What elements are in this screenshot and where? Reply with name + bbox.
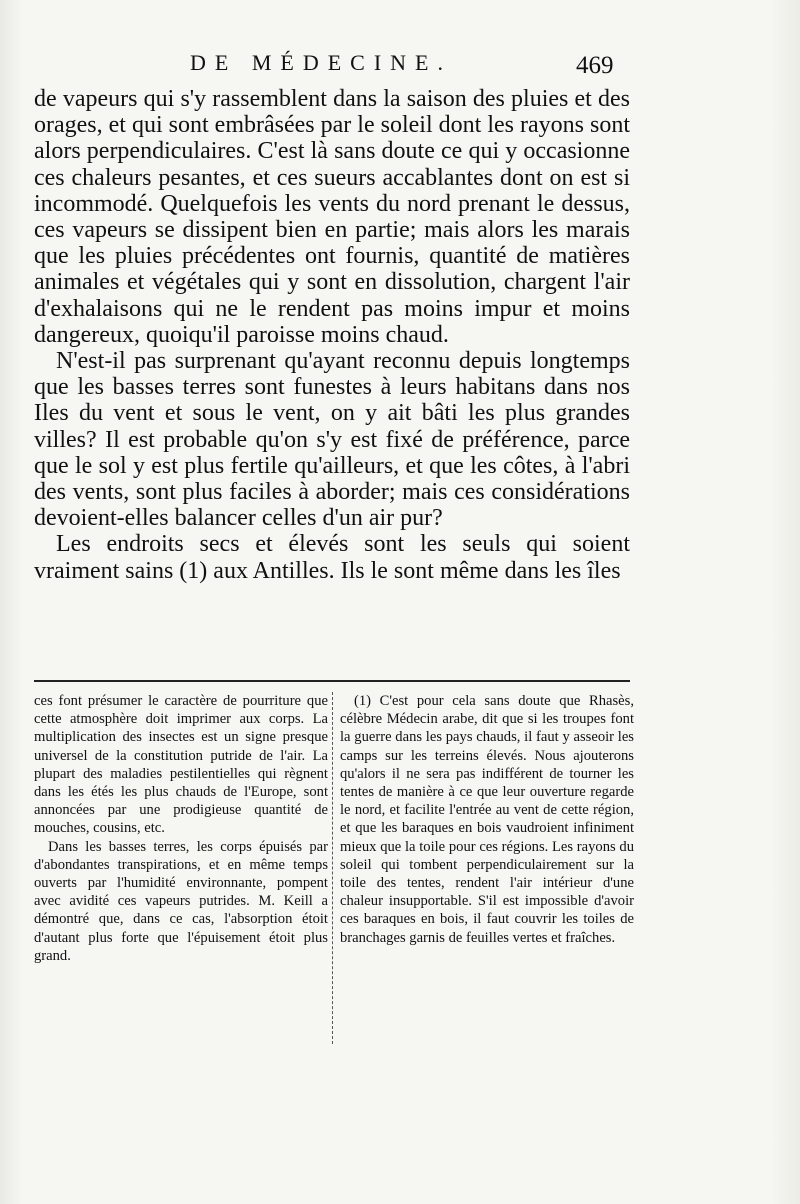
running-head: DE MÉDECINE.	[190, 50, 452, 75]
main-text	[34, 86, 630, 584]
footnote-separator-rule	[34, 680, 630, 682]
main-paragraph-2: N'est-il pas surprenant qu'ayant reconnu depuis longtemps que les basses terres sont funestes à leurs habitans dans nos Iles du vent et sous le vent, on y ait bâti les plus grandes villes? Il est probable qu'on s'y est fixé de préférence, parce que le sol y est plus fertile qu'ailleurs, et que les côtes, à l'abri des vents, sont plus faciles à aborder; mais ces considérations devoient-elles balancer celles d'un air pur?	[34, 348, 630, 532]
footnote-right-column	[340, 692, 634, 947]
main-paragraph-1: de vapeurs qui s'y rassemblent dans la saison des pluies et des orages, et qui sont embrâsées par le soleil dont les rayons sont alors perpendiculaires. C'est là sans doute ce qui y occasionne ces chaleurs pesantes, et ces sueurs accablantes dont on est si incommodé. Quelquefois les vents du nord prenant le dessus, ces vapeurs se dissipent bien en partie; mais alors les marais que les pluies précédentes ont fournis, quantité de matières animales et végétales qui y sont en dissolution, chargent l'air d'exhalaisons qui ne le rendent pas moins impur et moins dangereux, quoiqu'il paroisse moins chaud.	[34, 86, 630, 348]
footnote-left-paragraph-2: Dans les basses terres, les corps épuisés par d'abondantes transpirations, et en même temps ouverts par l'humidité environnante, pompent avec avidité ces vapeurs putrides. M. Keill a démontré que, dans ce cas, l'absorption étoit d'autant plus forte que l'épuisement étoit plus grand.	[34, 838, 328, 964]
page-number: 469	[576, 52, 614, 79]
footnote-left-paragraph-1: ces font présumer le caractère de pourriture que cette atmosphère doit imprimer aux corps. La multiplication des insectes est un signe presque universel de la constitution putride de l'air. La plupart des maladies pestilentielles qui règnent dans les étés les plus chauds de l'Europe, sont annoncées par une prodigieuse quantité de mouches, cousins, etc.	[34, 693, 328, 837]
main-paragraph-3: Les endroits secs et élevés sont les seuls qui soient vraiment sains (1) aux Antilles. Ils le sont même dans les îles	[34, 531, 630, 584]
footnote-1: (1) C'est pour cela sans doute que Rhasès, célèbre Médecin arabe, dit que si les troupes font la guerre dans les pays chauds, il faut y asseoir les camps sur les terreins élevés. Nous ajouterons qu'alors il ne sera pas indifférent de tourner les tentes de manière à ce que leur ouverture regarde le nord, et facilite l'entrée au vent de cette région, et que les baraques en bois vaudroient infiniment mieux que la toile pour ces régions. Les rayons du soleil qui tombent perpendiculairement sur la toile des tentes, rendent l'air intérieur d'une chaleur insupportable. S'il est impossible d'avoir ces baraques en bois, il faut couvrir les toiles de branchages garnis de feuilles vertes et fraîches.	[340, 693, 634, 946]
footnote-left-column	[34, 692, 328, 965]
footnote-column-divider	[332, 692, 334, 1044]
footnotes	[34, 692, 634, 1052]
